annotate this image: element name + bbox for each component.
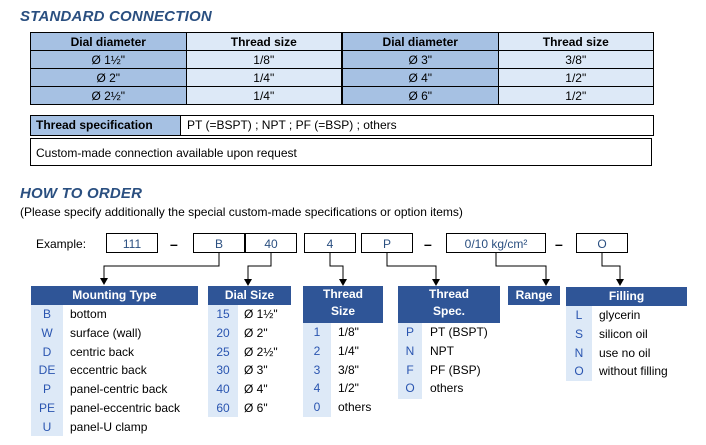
list-item-code: D xyxy=(42,344,52,359)
list-item-code: P xyxy=(405,325,414,339)
list-item-desc: PT (BSPT) xyxy=(430,325,488,339)
table-cell: Ø 6" xyxy=(342,87,498,105)
list-item-code: 60 xyxy=(216,401,230,415)
list-item-desc: 3/8" xyxy=(338,362,359,377)
table-cell: Ø 4" xyxy=(342,69,498,87)
example-box-filling: O xyxy=(576,233,628,253)
list-item-code: W xyxy=(41,325,53,340)
list-item-code: U xyxy=(42,419,52,434)
list-item-code: B xyxy=(42,307,51,321)
list-item-desc: Ø 1½" xyxy=(244,307,278,321)
list-item-code: 30 xyxy=(216,363,230,378)
table-cell: Ø 2" xyxy=(31,69,187,87)
list-item-desc: 1/2" xyxy=(338,381,359,396)
example-box-thread-spec: P xyxy=(361,233,413,253)
dial-size-header: Dial Size xyxy=(208,286,291,305)
table-cell: 3/8" xyxy=(498,51,654,69)
filling-header: Filling xyxy=(566,287,687,306)
list-item-code: 40 xyxy=(216,382,230,397)
list-item-desc: surface (wall) xyxy=(70,325,142,340)
list-item-code: 3 xyxy=(313,362,321,377)
list-item-code: 15 xyxy=(216,307,230,321)
col-header-thread-1: Thread size xyxy=(186,33,342,51)
list-item-desc: silicon oil xyxy=(599,326,648,341)
thread-size-header xyxy=(303,286,383,323)
thread-spec-value: PT (=BSPT) ; NPT ; PF (=BSP) ; others xyxy=(187,118,397,132)
list-item-desc: eccentric back xyxy=(70,363,147,378)
list-item-desc: others xyxy=(338,400,372,415)
list-item-code: 4 xyxy=(313,381,321,396)
example-box-dial: 40 xyxy=(245,233,297,253)
list-item-code: 0 xyxy=(313,400,321,415)
example-box-mounting: B xyxy=(193,233,245,253)
list-item-desc: PF (BSP) xyxy=(430,362,481,377)
thread-size-header-line1: Thread xyxy=(322,287,363,301)
table-cell: Ø 2½" xyxy=(31,87,187,105)
how-to-order-title: HOW TO ORDER xyxy=(20,185,143,202)
example-label: Example: xyxy=(36,237,87,251)
col-header-dial-2: Dial diameter xyxy=(342,33,498,51)
separator-dash: – xyxy=(170,236,178,252)
table-cell: 1/4" xyxy=(186,87,342,105)
standard-connection-title: STANDARD CONNECTION xyxy=(20,8,212,25)
custom-connection-note: Custom-made connection available upon request xyxy=(30,138,652,166)
separator-dash: – xyxy=(555,236,563,252)
list-item-desc: 1/8" xyxy=(338,325,359,339)
list-item-desc: NPT xyxy=(430,343,454,358)
example-box-range: 0/10 kg/cm² xyxy=(446,233,546,253)
list-item-code: F xyxy=(406,362,414,377)
list-item-code: P xyxy=(42,382,51,397)
how-to-order-subtitle: (Please specify additionally the special custom-made specifications or option items) xyxy=(20,205,463,219)
list-item-code: N xyxy=(574,345,584,360)
list-item-code: O xyxy=(574,364,584,379)
thread-spec-label: Thread specification xyxy=(31,116,181,135)
table-cell: 1/2" xyxy=(498,87,654,105)
example-box-model: 111 xyxy=(106,233,158,253)
list-item-desc: panel-U clamp xyxy=(70,419,148,434)
col-header-dial-1: Dial diameter xyxy=(31,33,187,51)
list-item-desc: bottom xyxy=(70,307,107,321)
table-cell: 1/8" xyxy=(186,51,342,69)
thread-spec-header-line1: Thread xyxy=(428,287,469,301)
table-cell: 1/2" xyxy=(498,69,654,87)
list-item-code: PE xyxy=(38,401,55,415)
list-item-desc: Ø 4" xyxy=(244,382,268,397)
list-item-desc: glycerin xyxy=(599,308,641,322)
list-item-code: 1 xyxy=(313,325,321,339)
example-box-thread-size: 4 xyxy=(304,233,356,253)
thread-spec-header xyxy=(398,286,500,323)
table-cell: 1/4" xyxy=(186,69,342,87)
list-item-code: 20 xyxy=(216,325,230,340)
list-item-code: DE xyxy=(38,363,56,378)
list-item-desc: panel-eccentric back xyxy=(70,401,181,415)
list-item-code: N xyxy=(405,343,415,358)
list-item-desc: centric back xyxy=(70,344,135,359)
list-item-desc: Ø 6" xyxy=(244,401,268,415)
thread-spec-header-line2: Spec. xyxy=(432,304,465,318)
list-item-desc: use no oil xyxy=(599,345,651,360)
list-item-desc: others xyxy=(430,381,464,396)
separator-dash: – xyxy=(424,236,432,252)
list-item-desc: Ø 3" xyxy=(244,363,268,378)
list-item-desc: without filling xyxy=(599,364,668,379)
list-item-code: S xyxy=(574,326,583,341)
table-cell: Ø 3" xyxy=(342,51,498,69)
col-header-thread-2: Thread size xyxy=(498,33,654,51)
list-item-desc: panel-centric back xyxy=(70,382,168,397)
range-header: Range xyxy=(508,286,560,305)
list-item-code: 2 xyxy=(313,343,321,358)
list-item-desc: Ø 2½" xyxy=(244,344,278,359)
list-item-code: O xyxy=(405,381,415,396)
list-item-desc: 1/4" xyxy=(338,343,359,358)
list-item-code: L xyxy=(575,308,583,322)
table-cell: Ø 1½" xyxy=(31,51,187,69)
list-item-desc: Ø 2" xyxy=(244,325,268,340)
list-item-code: 25 xyxy=(216,344,230,359)
mounting-type-header: Mounting Type xyxy=(31,286,198,305)
thread-size-header-line2: Size xyxy=(330,304,355,318)
